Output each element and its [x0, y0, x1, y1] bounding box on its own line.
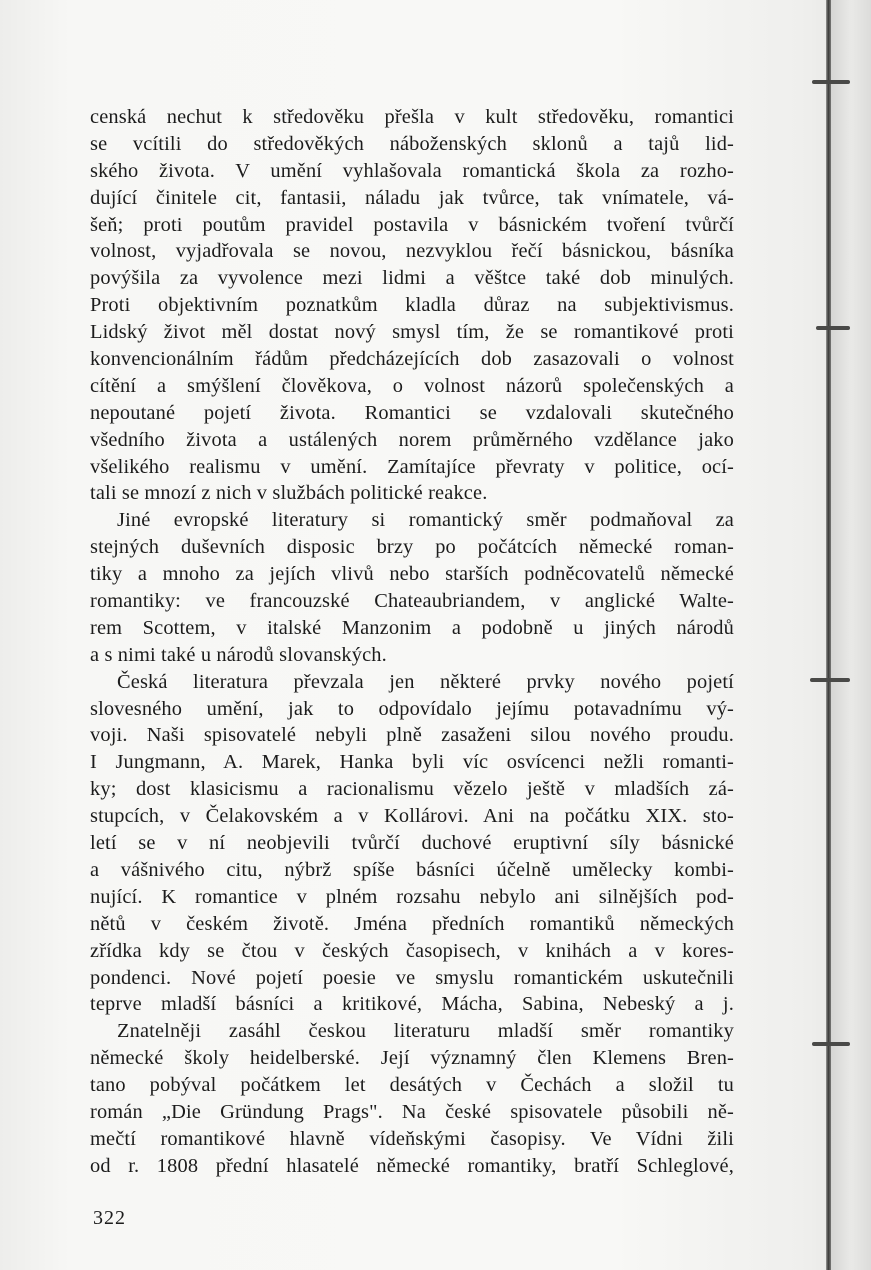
text-line: censká nechut k středověku přešla v kult středověku, romantici	[90, 106, 734, 128]
text-line: šeň; proti poutům pravidel postavila v básnickém tvoření tvůrčí	[90, 213, 734, 236]
text-line: ky; dost klasicismu a racionalismu vězelo ještě v mladších zá-	[90, 778, 734, 801]
text-line: se vcítili do středověkých náboženských sklonů a tajů lid-	[90, 132, 734, 155]
text-line: zřídka kdy se čtou v českých časopisech, v knihách a v kores-	[90, 939, 734, 962]
binding-thread	[816, 326, 850, 330]
text-line: povýšila za vyvolence mezi lidmi a věštce také dob minulých.	[90, 267, 734, 290]
text-line: teprve mladší básníci a kritikové, Mácha, Sabina, Nebeský a j.	[90, 993, 734, 1016]
text-line: nepoutané pojetí života. Romantici se vzdalovali skutečného	[90, 401, 734, 424]
text-line: stupcích, v Čelakovském a v Kollárovi. Ani na počátku XIX. sto-	[90, 805, 734, 828]
text-line: slovesného umění, jak to odpovídalo jejímu potavadnímu vý-	[90, 697, 734, 720]
text-line: román „Die Gründung Prags". Na české spisovatele působili ně-	[90, 1100, 734, 1123]
text-line: ského života. V umění vyhlašovala romantická škola za rozho-	[90, 159, 734, 182]
binding-thread	[810, 678, 850, 682]
text-line: stejných duševních disposic brzy po počátcích německé roman-	[90, 536, 734, 559]
text-line: I Jungmann, A. Marek, Hanka byli víc osvícenci nežli romanti-	[90, 751, 734, 774]
text-line: všelikého realismu v umění. Zamítajíce převraty v politice, ocí-	[90, 455, 734, 478]
text-line: cítění a smýšlení člověkova, o volnost názorů společenských a	[90, 374, 734, 397]
text-line: a s nimi také u národů slovanských.	[90, 643, 387, 666]
binding-thread	[812, 1042, 850, 1046]
text-line: tano pobýval počátkem let desátých v Čechách a složil tu	[90, 1074, 734, 1097]
text-line: Jiné evropské literatury si romantický směr podmaňoval za	[117, 509, 734, 532]
text-line: konvencionálním řádům předcházejících dob zasazovali o volnost	[90, 348, 734, 371]
text-line: tiky a mnoho za jejích vlivů nebo starších podněcovatelů německé	[90, 563, 734, 586]
text-line: rem Scottem, v italské Manzonim a podobně u jiných národů	[90, 616, 734, 639]
text-line: pondenci. Nové pojetí poesie ve smyslu romantickém uskutečnili	[90, 966, 734, 989]
book-spine-edge	[826, 0, 831, 1270]
text-line: volnost, vyjadřovala se novou, nezvyklou řečí básnickou, básníka	[90, 240, 734, 263]
text-line: Proti objektivním poznatkům kladla důraz na subjektivismus.	[90, 294, 734, 317]
text-line: letí se v ní neobjevili tvůrčí duchové eruptivní síly básnické	[90, 832, 734, 855]
text-line: romantiky: ve francouzské Chateaubriandem, v anglické Walte-	[90, 590, 734, 613]
binding-thread	[812, 80, 850, 84]
text-line: od r. 1808 přední hlasatelé německé romantiky, bratří Schleglové,	[90, 1154, 734, 1177]
text-line: Znatelněji zasáhl českou literaturu mladší směr romantiky	[117, 1020, 734, 1043]
body-text	[90, 104, 734, 1180]
text-line: mečtí romantikové hlavně vídeňskými časopisy. Ve Vídni žili	[90, 1127, 734, 1150]
binding-shadow	[831, 0, 871, 1270]
text-line: dující činitele cit, fantasii, náladu jak tvůrce, tak vnímatele, vá-	[90, 186, 734, 209]
page-number: 322	[93, 1207, 126, 1229]
text-line: nětů v českém životě. Jména předních romantiků německých	[90, 912, 734, 935]
text-line: německé školy heidelberské. Její významný člen Klemens Bren-	[90, 1047, 734, 1070]
text-line: tali se mnozí z nich v službách politické reakce.	[90, 482, 488, 505]
text-line: a vášnivého citu, nýbrž spíše básníci účelně umělecky kombi-	[90, 858, 734, 881]
text-line: všedního života a ustálených norem průměrného vzdělance jako	[90, 428, 734, 451]
text-line: nující. K romantice v plném rozsahu nebylo ani silnějších pod-	[90, 885, 734, 908]
text-line: Česká literatura převzala jen některé prvky nového pojetí	[117, 670, 734, 693]
text-line: Lidský život měl dostat nový smysl tím, že se romantikové proti	[90, 321, 734, 344]
text-line: voji. Naši spisovatelé nebyli plně zasaženi silou nového proudu.	[90, 724, 734, 747]
